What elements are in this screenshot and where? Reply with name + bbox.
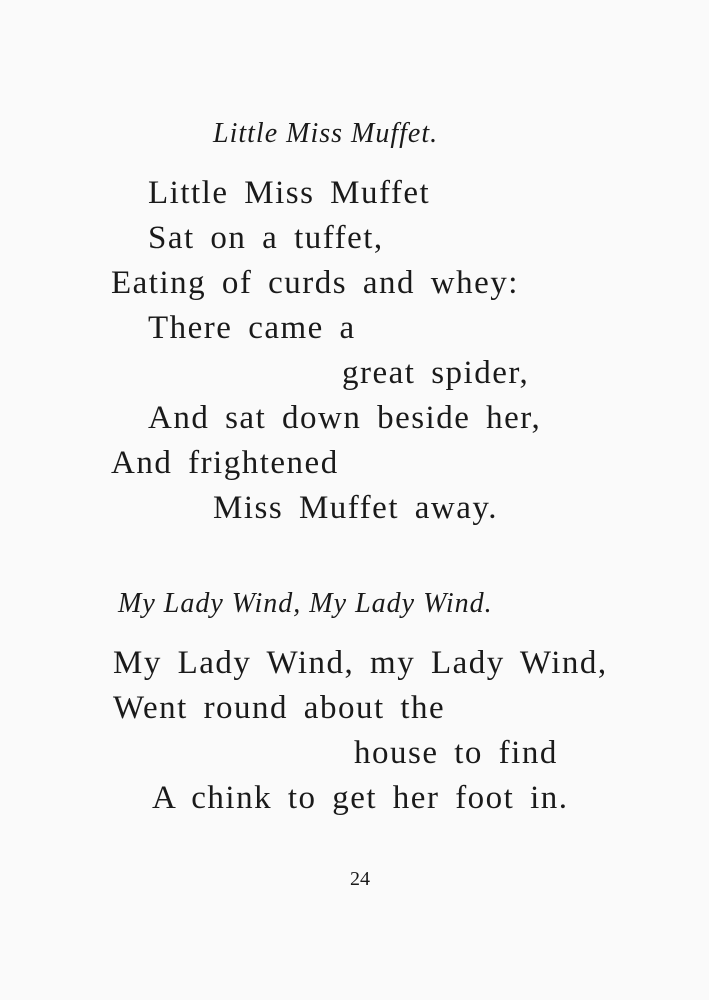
poem-line: A chink to get her foot in. [152, 780, 569, 816]
poem-line: Little Miss Muffet [148, 175, 431, 211]
page-number: 24 [350, 868, 370, 890]
poem-title: My Lady Wind, My Lady Wind. [118, 588, 493, 619]
poem-line: Went round about the [113, 690, 446, 726]
poem-line: My Lady Wind, my Lady Wind, [113, 645, 608, 681]
poem-line: And sat down beside her, [148, 400, 542, 436]
poem-line: house to find [354, 735, 558, 771]
poem-line: great spider, [342, 355, 530, 391]
poem-line: There came a [148, 310, 356, 346]
poem-line: And frightened [111, 445, 339, 481]
poem-line: Sat on a tuffet, [148, 220, 384, 256]
poem-line: Eating of curds and whey: [111, 265, 519, 301]
poem-line: Miss Muffet away. [213, 490, 498, 526]
poem-title: Little Miss Muffet. [213, 118, 439, 149]
